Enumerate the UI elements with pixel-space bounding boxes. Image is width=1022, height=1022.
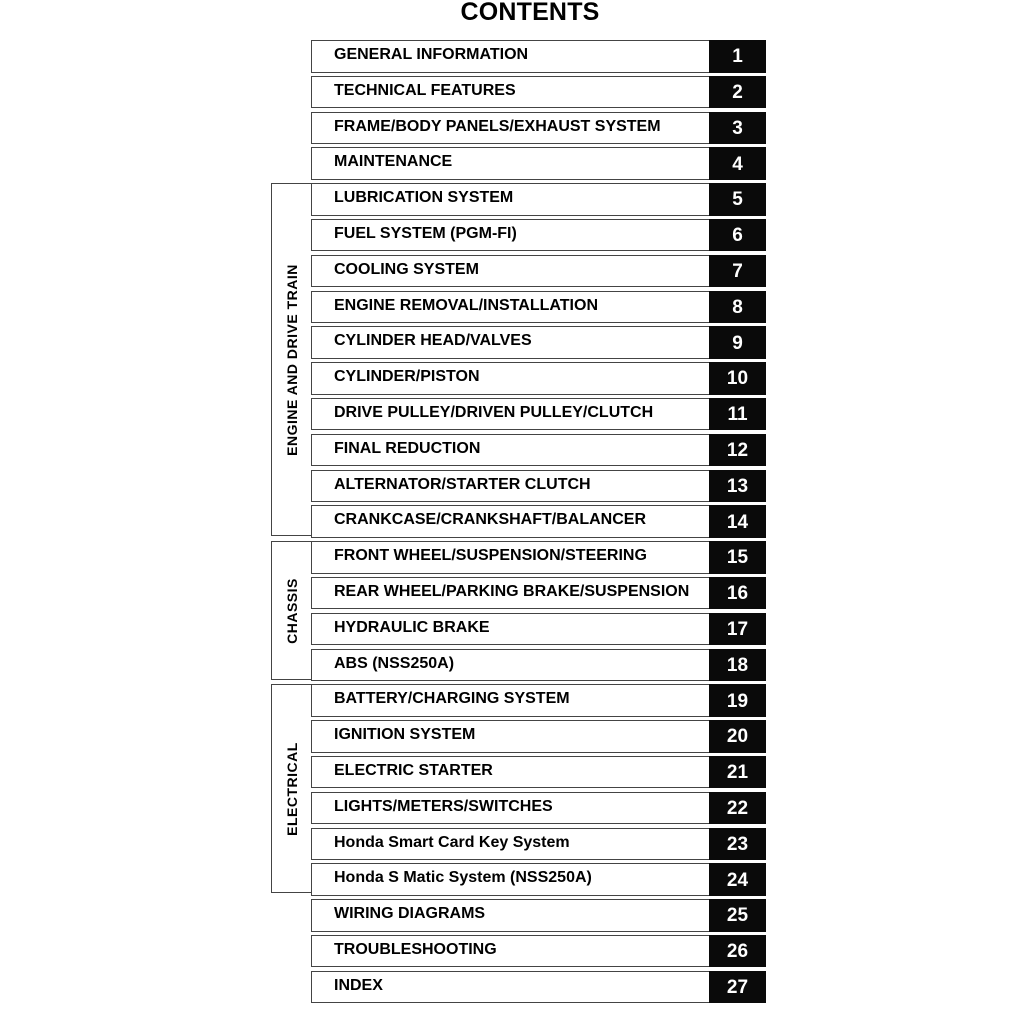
toc-item-fuel-system[interactable] (311, 219, 766, 252)
toc-item-hydraulic-brake[interactable] (311, 613, 766, 646)
toc-item-technical-features[interactable] (311, 76, 766, 109)
toc-item-label: LIGHTS/METERS/SWITCHES (334, 797, 553, 815)
toc-item-label: COOLING SYSTEM (334, 260, 479, 278)
toc-item-label: ENGINE REMOVAL/INSTALLATION (334, 296, 598, 314)
toc-item-label: FUEL SYSTEM (PGM-FI) (334, 224, 517, 242)
toc-item-frame-body-panels[interactable] (311, 112, 766, 145)
toc-item-battery-charging[interactable] (311, 684, 766, 717)
toc-item-number: 4 (709, 147, 766, 180)
toc-item-label: CYLINDER HEAD/VALVES (334, 332, 532, 350)
toc-item-general-information[interactable] (311, 40, 766, 73)
toc-item-number: 11 (709, 398, 766, 431)
toc-item-front-wheel[interactable] (311, 541, 766, 574)
toc-item-label: Honda S Matic System (NSS250A) (334, 869, 592, 887)
toc-item-number: 24 (709, 863, 766, 896)
toc-item-number: 9 (709, 326, 766, 359)
toc-item-label: WIRING DIAGRAMS (334, 905, 486, 923)
toc-item-lubrication-system[interactable] (311, 183, 766, 216)
toc-item-smart-card-key[interactable] (311, 828, 766, 861)
toc-item-number: 2 (709, 76, 766, 109)
toc-item-number: 14 (709, 505, 766, 538)
toc-item-cooling-system[interactable] (311, 255, 766, 288)
toc-item-number: 3 (709, 112, 766, 145)
toc-item-number: 13 (709, 470, 766, 503)
toc-item-number: 16 (709, 577, 766, 610)
toc-item-label: ELECTRIC STARTER (334, 761, 493, 779)
toc-item-abs[interactable] (311, 649, 766, 682)
toc-item-number: 17 (709, 613, 766, 646)
toc-item-label: ALTERNATOR/STARTER CLUTCH (334, 475, 591, 493)
toc-item-number: 1 (709, 40, 766, 73)
toc-item-label: CYLINDER/PISTON (334, 368, 480, 386)
toc-item-label: TECHNICAL FEATURES (334, 81, 516, 99)
toc-item-label: MAINTENANCE (334, 153, 453, 171)
toc-item-label: HYDRAULIC BRAKE (334, 618, 490, 636)
toc-item-cylinder-head[interactable] (311, 326, 766, 359)
toc-item-wiring-diagrams[interactable] (311, 899, 766, 932)
toc-item-label: GENERAL INFORMATION (334, 46, 529, 63)
toc-item-number: 15 (709, 541, 766, 574)
toc-item-number: 27 (709, 971, 766, 1004)
page-title: CONTENTS (460, 0, 600, 26)
toc-item-maintenance[interactable] (311, 147, 766, 180)
toc-item-number: 5 (709, 183, 766, 216)
toc-item-final-reduction[interactable] (311, 434, 766, 467)
toc-item-s-matic-system[interactable] (311, 863, 766, 896)
toc-item-label: Honda Smart Card Key System (334, 833, 570, 851)
toc-item-label: FRONT WHEEL/SUSPENSION/STEERING (334, 547, 647, 565)
toc-item-number: 6 (709, 219, 766, 252)
group-engine-and-drive-train (271, 183, 312, 536)
toc-item-label: LUBRICATION SYSTEM (334, 189, 514, 207)
toc-item-engine-removal[interactable] (311, 291, 766, 324)
toc-item-number: 23 (709, 828, 766, 861)
toc-item-index[interactable] (311, 971, 766, 1004)
toc-item-ignition-system[interactable] (311, 720, 766, 753)
toc-item-troubleshooting[interactable] (311, 935, 766, 968)
toc-item-number: 18 (709, 649, 766, 682)
toc-item-number: 10 (709, 362, 766, 395)
toc-item-number: 12 (709, 434, 766, 467)
group-label: ELECTRICAL (284, 741, 300, 836)
toc-item-number: 19 (709, 684, 766, 717)
toc-item-alternator[interactable] (311, 470, 766, 503)
toc-item-label: TROUBLESHOOTING (334, 940, 497, 958)
toc-item-number: 7 (709, 255, 766, 288)
toc-item-label: FRAME/BODY PANELS/EXHAUST SYSTEM (334, 117, 661, 135)
toc-item-drive-pulley[interactable] (311, 398, 766, 431)
toc-item-number: 25 (709, 899, 766, 932)
group-label: CHASSIS (284, 577, 300, 644)
group-electrical (271, 684, 312, 893)
toc-item-label: REAR WHEEL/PARKING BRAKE/SUSPENSION (334, 582, 690, 600)
toc-item-label: DRIVE PULLEY/DRIVEN PULLEY/CLUTCH (334, 403, 654, 421)
toc-item-number: 20 (709, 720, 766, 753)
toc-item-label: ABS (NSS250A) (334, 654, 455, 672)
toc-item-number: 26 (709, 935, 766, 968)
toc-item-label: FINAL REDUCTION (334, 439, 481, 457)
group-label: ENGINE AND DRIVE TRAIN (284, 263, 300, 456)
toc-item-number: 8 (709, 291, 766, 324)
toc-item-label: BATTERY/CHARGING SYSTEM (334, 690, 570, 708)
toc-item-cylinder-piston[interactable] (311, 362, 766, 395)
toc-item-electric-starter[interactable] (311, 756, 766, 789)
group-chassis (271, 541, 312, 680)
toc-item-lights-meters[interactable] (311, 792, 766, 825)
toc-item-label: IGNITION SYSTEM (334, 726, 476, 744)
toc-item-number: 21 (709, 756, 766, 789)
toc-item-label: INDEX (334, 976, 383, 994)
toc-item-label: CRANKCASE/CRANKSHAFT/BALANCER (334, 511, 646, 529)
toc-item-rear-wheel[interactable] (311, 577, 766, 610)
toc-item-number: 22 (709, 792, 766, 825)
toc-list (311, 40, 766, 1007)
toc-item-crankcase[interactable] (311, 505, 766, 538)
